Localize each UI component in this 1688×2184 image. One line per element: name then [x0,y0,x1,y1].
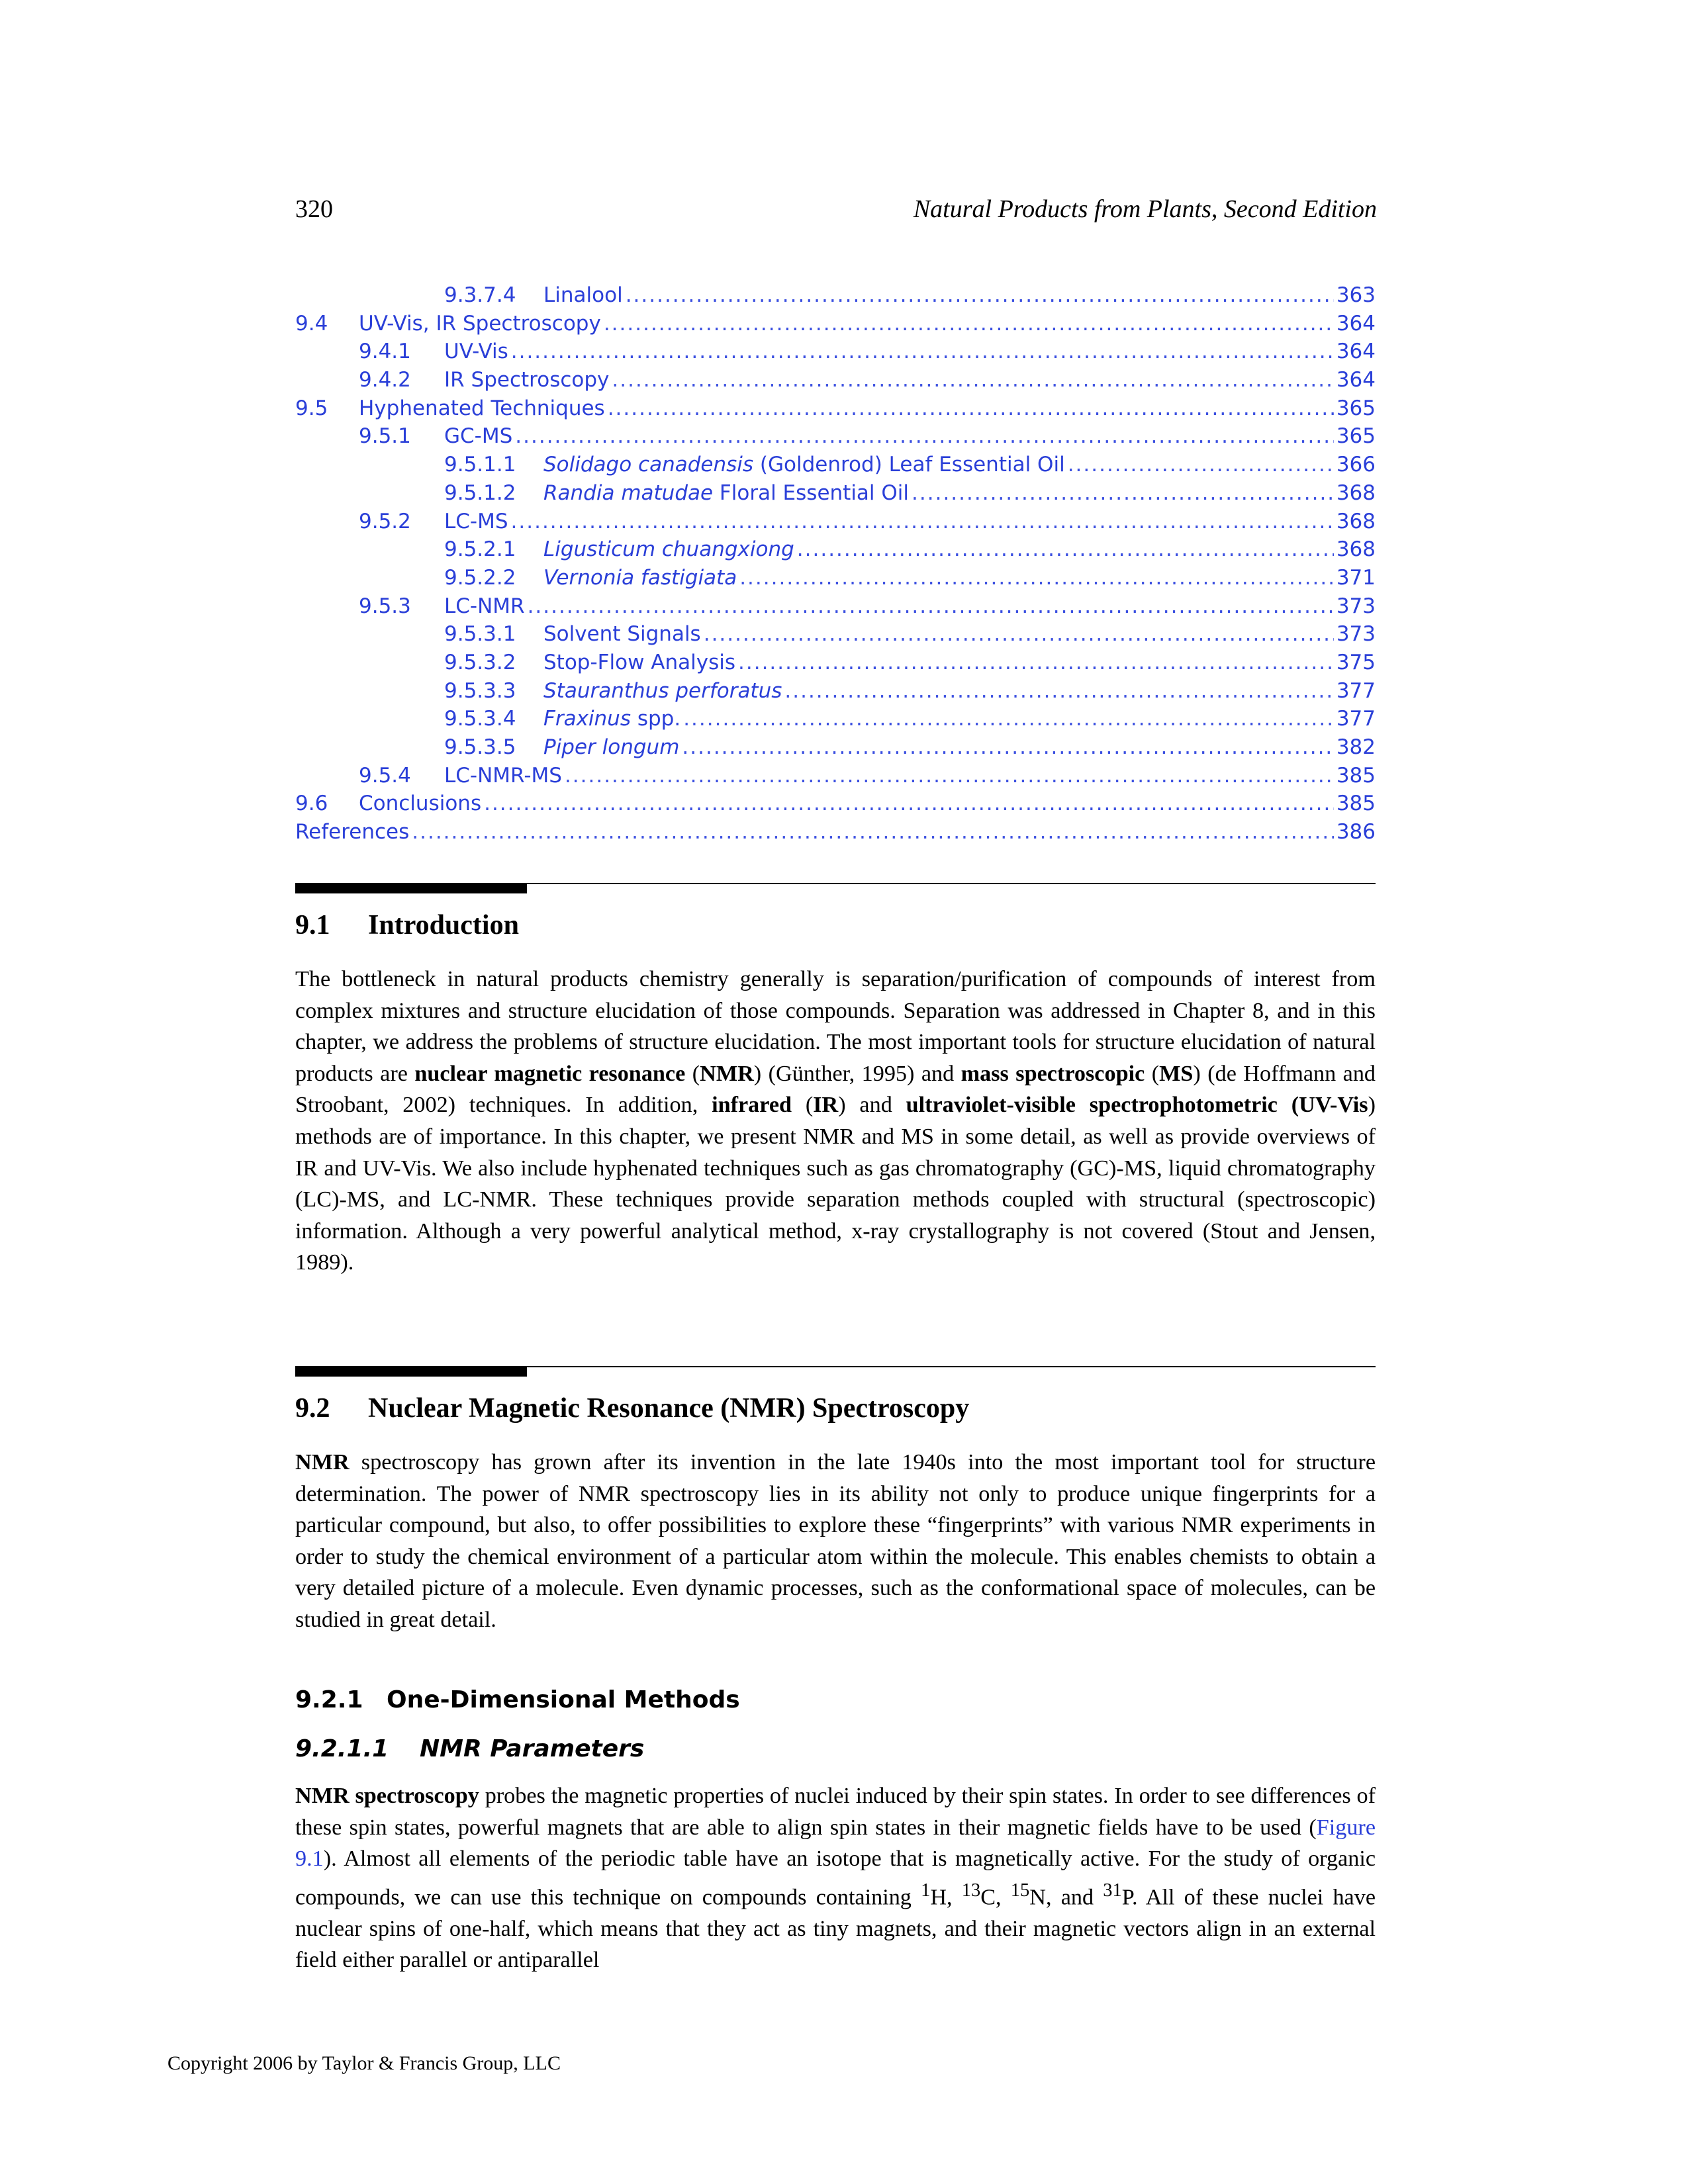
toc-entry[interactable] [295,679,1376,707]
toc-entry-page: 368 [1336,480,1376,505]
toc-entry-title-main: Solidago canadensis [543,453,754,477]
toc-entry-title [444,340,508,363]
toc-entry-title-main: References [295,820,410,844]
paragraph-introduction: The bottleneck in natural products chemistry generally is separation/purification of compounds of interest from complex mixtures and structure elucidation of those compounds. Separation was addressed in Chapter 8, and in this chapter, we address the problems of structure elucidation. The most important tools for structure elucidation of natural products are nuclear magnetic resonance (NMR) (Günther, 1995) and mass spectroscopic (MS) (de Hoffmann and Stroobant, 2002) techniques. In addition, infrared (IR) and ultraviolet-visible spectrophotometric (UV-Vis) methods are of importance. In this chapter, we present NMR and MS in some detail, as well as provide overviews of IR and UV-Vis. We also include hyphenated techniques such as gas chromatography (GC)-MS, liquid chromatography (LC)-MS, and LC-NMR. These techniques provide separation methods coupled with structural (spectroscopic) information. Although a very powerful analytical method, x-ray crystallography is not covered (Stout and Jensen, 1989). [295,967,1376,1275]
text-run: and [845,1093,906,1118]
toc-entry-title-rest: (Goldenrod) Leaf Essential Oil [753,453,1065,477]
toc-entry-title [444,764,562,788]
figure-link[interactable]: Figure 9.1 [295,1815,1376,1872]
toc-entry-title [543,481,909,505]
toc-entry-page: 365 [1336,424,1376,449]
toc-entry-title-main: Randia matudae [543,480,714,505]
toc-entry[interactable] [295,566,1376,594]
toc-entry-page: 371 [1336,565,1376,590]
toc-entry-title-main: LC-NMR-MS [444,763,562,788]
toc-dot-leader [739,566,1334,590]
toc-entry-number: 9.5.1.1 [444,453,516,477]
section-title: Introduction [368,910,519,940]
toc-entry-title [359,792,481,815]
toc-entry[interactable] [295,510,1376,538]
toc-entry-page: 363 [1336,283,1376,307]
toc-entry[interactable] [295,820,1376,848]
toc-entry-title-main: Linalool [543,283,623,307]
toc-dot-leader [683,707,1334,731]
toc-dot-leader [484,792,1334,815]
term-ms: mass spectroscopic [961,1061,1145,1086]
toc-entry-page: 377 [1336,707,1376,731]
toc-entry-number: 9.5.4 [359,763,411,788]
toc-entry-title-main: GC-MS [444,424,513,449]
text-run: The bottleneck in natural products chemistry generally is separation/purification of compounds of interest from complex mixtures and structure elucidation of those compounds. Separation was addressed in Chapter 8, and in this chapter, we address the problems of structure elucidation. The most important tools for structure elucidation of natural products are [295,967,1376,1086]
toc-entry-number: 9.5.2.1 [444,537,516,562]
toc-entry-title [543,453,1065,477]
toc-dot-leader [784,679,1333,703]
toc-entry-page: 377 [1336,678,1376,703]
toc-entry-title-main: Vernonia fastigiata [543,565,737,590]
toc-entry[interactable] [295,594,1376,623]
toc-entry-number: 9.5.3 [359,594,411,618]
section-number: 9.2 [295,1393,330,1424]
toc-entry-title-main: Fraxinus [543,707,631,731]
toc-entry[interactable] [295,764,1376,792]
toc-entry[interactable] [295,537,1376,566]
toc-dot-leader [797,537,1334,561]
toc-entry-page: 364 [1336,368,1376,392]
text-run: ). Almost all elements of the periodic table have an isotope that is magnetically active. For the study of organic compounds, we can use this technique on compounds containing [295,1846,1376,1910]
running-title: Natural Products from Plants, Second Edition [913,195,1377,223]
isotope-mass: 13 [961,1880,981,1901]
isotope-mass: 1 [921,1880,931,1901]
toc-entry[interactable] [295,312,1376,340]
toc-entry-title [444,368,609,392]
toc-entry-title [543,707,680,731]
toc-entry-title-main: Piper longum [543,735,680,759]
term-nmr: NMR [295,1450,350,1475]
toc-entry-title-main: UV-Vis [444,340,508,364]
term-nmr: nuclear magnetic resonance [414,1061,686,1086]
toc-entry-number: 9.5.2 [359,509,411,533]
toc-entry-number: 9.5.3.2 [444,650,516,674]
toc-dot-leader [1068,453,1334,477]
toc-entry[interactable] [295,651,1376,679]
toc-dot-leader [612,368,1333,392]
toc-dot-leader [565,764,1334,788]
toc-entry-number: 9.5.1 [359,424,411,449]
toc-dot-leader [604,312,1334,336]
toc-entry-page: 385 [1336,792,1376,816]
toc-entry-title-main: IR Spectroscopy [444,368,610,392]
table-of-contents [295,283,1376,848]
toc-entry-title-main: UV-Vis, IR Spectroscopy [359,311,601,336]
toc-entry-page: 368 [1336,509,1376,533]
toc-dot-leader [515,424,1334,448]
toc-entry-title [543,537,794,561]
toc-entry-page: 375 [1336,650,1376,674]
section-rule-bar [295,1367,527,1377]
toc-entry[interactable] [295,396,1376,425]
toc-entry-page: 382 [1336,735,1376,759]
toc-entry-page: 385 [1336,763,1376,788]
toc-entry-title [543,651,735,674]
toc-entry-number: 9.5.3.4 [444,707,516,731]
toc-entry[interactable] [295,340,1376,368]
toc-entry-title-main: Stop-Flow Analysis [543,650,736,674]
subsection-heading-9-2-1 [295,1685,740,1715]
toc-entry[interactable] [295,707,1376,735]
text-run: ) methods are of importance. In this chapter, we present NMR and MS in some detail, as well as provide overviews of IR and UV-Vis. We also include hyphenated techniques such as gas chromatography (GC)-MS, liquid chromatography (LC)-MS, and LC-NMR. These techniques provide separation methods coupled with structural (spectroscopic) information. Although a very powerful analytical method, x-ray crystallography is not covered (Stout and Jensen, 1989). [295,1093,1376,1275]
section-rule-bar [295,884,527,893]
toc-entry-page: 373 [1336,622,1376,647]
term-ir: infrared [712,1093,792,1118]
toc-entry-number: 9.5.3.1 [444,622,516,647]
toc-dot-leader [528,594,1334,618]
term-uv-vis: ultraviolet-visible spectrophotometric (UV-Vis [906,1093,1368,1118]
text-run: (Günther, 1995) and [761,1061,961,1086]
toc-entry-page: 386 [1336,820,1376,844]
toc-entry-title-main: LC-MS [444,509,508,533]
isotope-element: C, [980,1885,1011,1910]
toc-entry-title-main: Conclusions [359,792,482,816]
toc-entry-number: 9.5.3.5 [444,735,516,759]
toc-entry-number: 9.4.2 [359,368,411,392]
toc-entry[interactable] [295,283,1376,312]
toc-entry-title-rest: spp. [630,707,681,731]
toc-entry[interactable] [295,792,1376,820]
toc-dot-leader [511,510,1334,533]
copyright-notice: Copyright 2006 by Taylor & Francis Group, LLC [167,2052,561,2074]
toc-dot-leader [412,820,1334,844]
toc-dot-leader [912,481,1334,505]
toc-entry-page: 364 [1336,311,1376,336]
text-run: . All of these nuclei have nuclear spins of one-half, which means that they act as tiny magnets, and their magnetic vectors align in an external field either parallel or antiparallel [295,1885,1376,1973]
isotope-element: H, [930,1885,962,1910]
toc-entry-title [543,622,701,646]
toc-entry-page: 373 [1336,594,1376,618]
toc-entry-number: 9.6 [295,792,328,816]
toc-entry-title [543,735,679,759]
section-number: 9.1 [295,910,330,940]
toc-dot-leader [704,622,1334,646]
text-run: spectroscopy has grown after its invention in the late 1940s into the most important tool for structure determination. The power of NMR spectroscopy lies in its ability not only to produce unique fingerprints for a particular compound, but also, to offer possibilities to explore these “fingerprints” with various NMR experiments in order to study the chemical environment of a particular atom within the molecule. This enables chemists to obtain a very detailed picture of a molecule. Even dynamic processes, such as the conformational space of molecules, can be studied in great detail. [295,1450,1376,1632]
isotope-mass: 15 [1010,1880,1030,1901]
toc-entry-page: 364 [1336,340,1376,364]
section-heading-9-1 [295,908,519,942]
term-nmr-spectroscopy: NMR spectroscopy [295,1784,479,1808]
toc-dot-leader [626,283,1334,307]
toc-dot-leader [608,396,1334,420]
isotope-element: N, and [1029,1885,1103,1910]
section-title: Nuclear Magnetic Resonance (NMR) Spectroscopy [368,1393,970,1424]
toc-entry-title [444,594,525,618]
toc-entry-title [543,283,623,307]
toc-entry-title-main: Stauranthus perforatus [543,678,782,703]
abbr-nmr: NMR [700,1061,754,1086]
toc-entry-page: 365 [1336,396,1376,420]
toc-dot-leader [738,651,1334,674]
toc-entry-title [359,312,601,336]
toc-entry[interactable] [295,622,1376,651]
toc-entry-title [359,396,605,420]
toc-entry-number: 9.5.2.2 [444,565,516,590]
toc-entry-title [444,510,508,533]
toc-entry-number: 9.5.3.3 [444,678,516,703]
toc-entry-title [444,424,512,448]
subsubsection-title: NMR Parameters [420,1735,645,1762]
text-run: (de Hoffmann and Stroobant, 2002) techniques. In addition, [295,1061,1376,1118]
toc-entry-title-main: Hyphenated Techniques [359,396,605,420]
toc-entry-title [543,566,737,590]
subsection-number: 9.2.1 [295,1686,363,1713]
abbr-ms: MS [1159,1061,1194,1086]
isotope-mass: 31 [1103,1880,1122,1901]
toc-entry-title [543,679,782,703]
toc-entry-number: 9.4 [295,311,328,336]
toc-entry-title [295,820,409,844]
toc-entry-page: 366 [1336,453,1376,477]
toc-entry[interactable] [295,735,1376,764]
toc-entry-title-main: LC-NMR [444,594,525,618]
toc-entry[interactable] [295,481,1376,510]
abbr-ir: IR [813,1093,839,1118]
toc-entry[interactable] [295,368,1376,396]
toc-entry-number: 9.5.1.2 [444,480,516,505]
page-number: 320 [295,195,333,223]
toc-entry[interactable] [295,424,1376,453]
toc-dot-leader [511,340,1334,363]
paragraph-nmr-overview [295,1447,1376,1636]
toc-entry[interactable] [295,453,1376,481]
toc-dot-leader [682,735,1333,759]
paragraph-nmr-parameters [295,1780,1376,1976]
subsubsection-number: 9.2.1.1 [295,1735,389,1762]
toc-entry-title-main: Ligusticum chuangxiong [543,537,794,562]
section-heading-9-2 [295,1391,969,1426]
toc-entry-number: 9.4.1 [359,340,411,364]
toc-entry-page: 368 [1336,537,1376,562]
subsubsection-heading-9-2-1-1 [295,1734,644,1764]
toc-entry-number: 9.3.7.4 [444,283,516,307]
subsection-title: One-Dimensional Methods [387,1686,740,1713]
isotope-element: P [1121,1885,1132,1910]
toc-entry-number: 9.5 [295,396,328,420]
toc-entry-title-rest: Floral Essential Oil [713,480,910,505]
text-run: probes the magnetic properties of nuclei induced by their spin states. In order to see differences of these spin states, powerful magnets that are able to align spin states in their magnetic fields have to be used ( [295,1784,1376,1840]
toc-entry-title-main: Solvent Signals [543,622,701,647]
